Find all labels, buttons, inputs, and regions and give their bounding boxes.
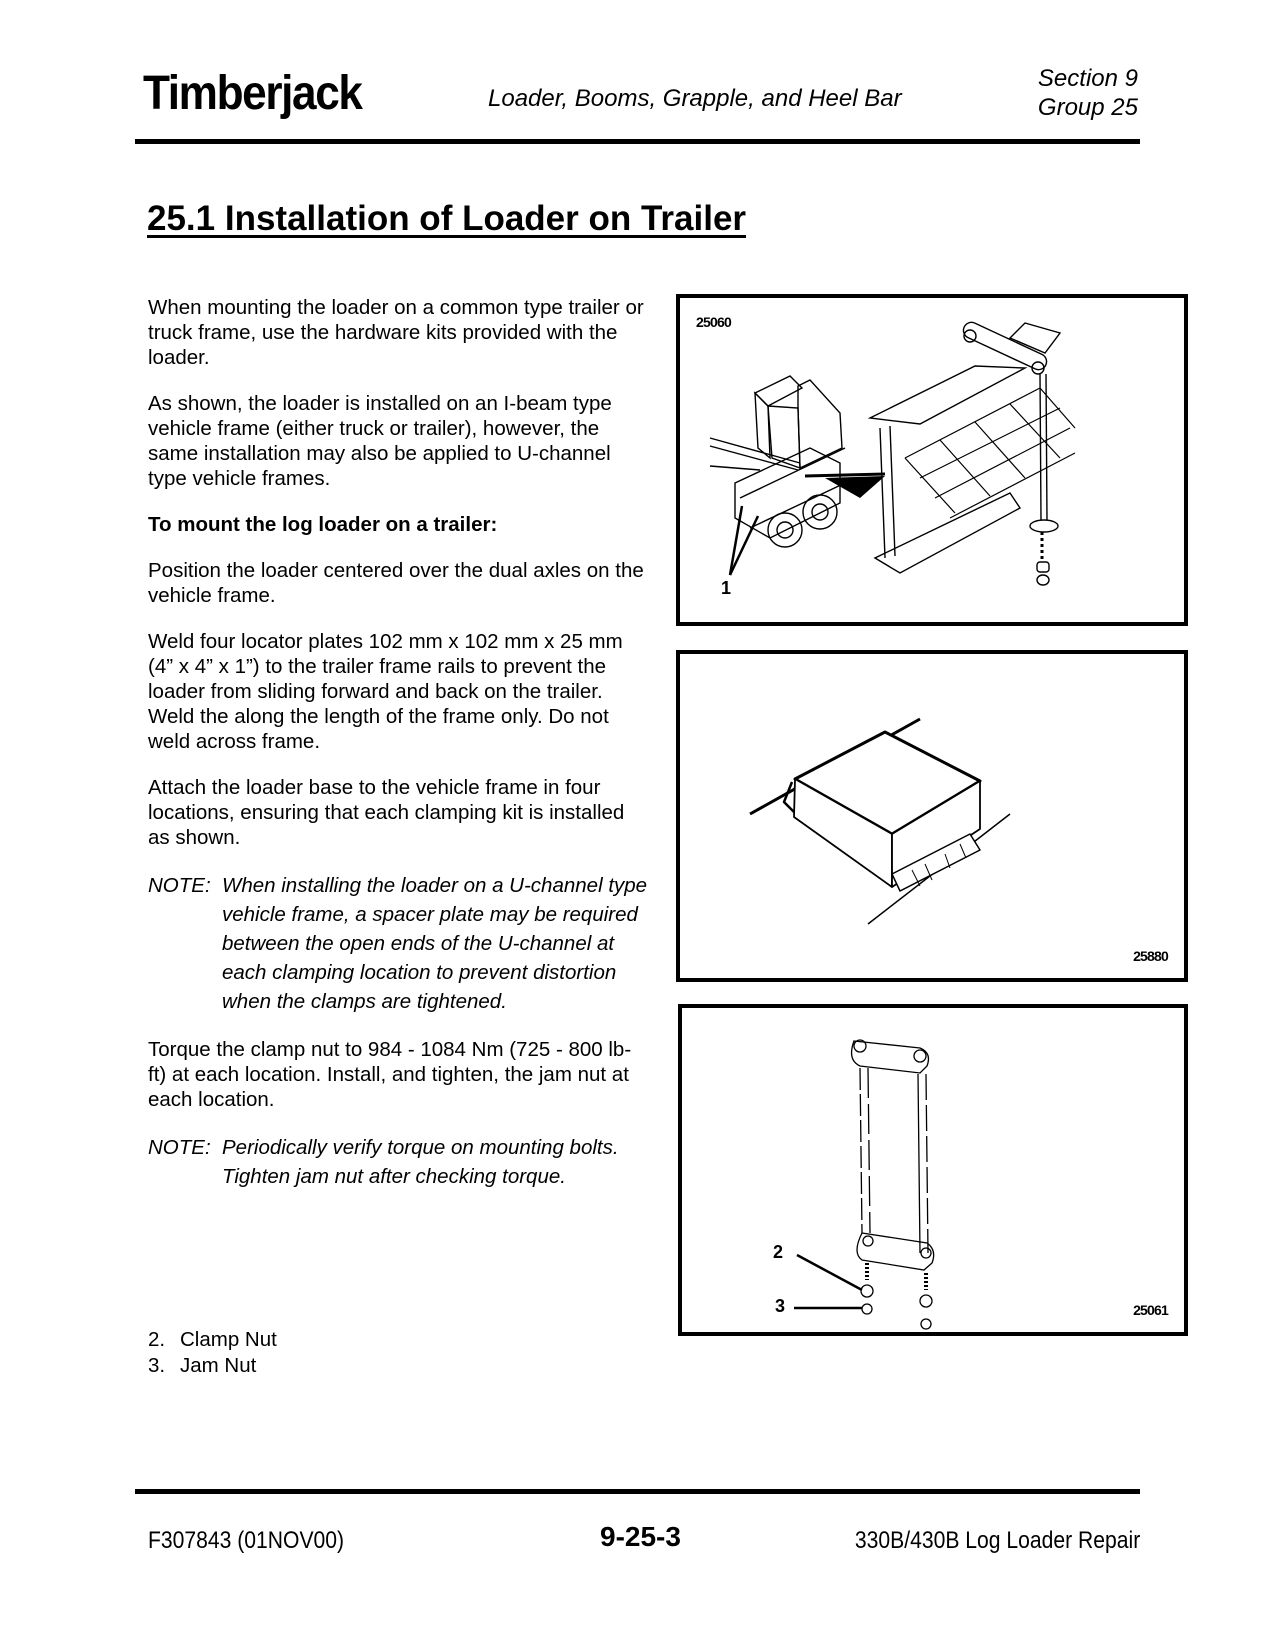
- paragraph: Torque the clamp nut to 984 - 1084 Nm (725 - 800 lb-ft) at each location. Install, and tighten, the jam nut at each location.: [148, 1038, 632, 1111]
- figure-clamping-kit: [678, 1004, 1188, 1336]
- document-number: F307843 (01NOV00): [148, 1527, 345, 1554]
- header-rule: [135, 139, 1140, 144]
- manual-title: 330B/430B Log Loader Repair: [854, 1527, 1140, 1554]
- callout-3: 3: [775, 1296, 786, 1316]
- paragraph: As shown, the loader is installed on an I-beam type vehicle frame (either truck or trailer), however, the same installation may also be applied to U-channel type vehicle frames.: [148, 392, 612, 490]
- procedure-heading: To mount the log loader on a trailer:: [148, 513, 498, 536]
- loader-trailer-illustration: [680, 298, 1184, 622]
- legend-number: 2.: [148, 1328, 166, 1351]
- callout-1: 1: [721, 578, 732, 598]
- section-label: Section 9: [1037, 65, 1138, 92]
- note-text: Periodically verify torque on mounting bolts. Tighten jam nut after checking torque.: [222, 1136, 619, 1188]
- paragraph: Weld four locator plates 102 mm x 102 mm x 25 mm (4” x 4” x 1”) to the trailer frame rails to prevent the loader from sliding forward and back on the trailer. Weld the along the length of the frame only. Do not weld across frame.: [148, 630, 623, 753]
- section-group: [1038, 64, 1138, 122]
- figure-id: 25880: [1133, 948, 1168, 964]
- legend-item: [148, 1353, 277, 1379]
- legend-label: Clamp Nut: [180, 1328, 277, 1351]
- callout-2: 2: [773, 1242, 784, 1262]
- legend-number: 3.: [148, 1354, 166, 1377]
- note-text: When installing the loader on a U-channel type vehicle frame, a spacer plate may be required between the open ends of the U-channel at each clamping location to prevent distortion when the clamps are tightened.: [222, 874, 648, 1013]
- paragraph: Position the loader centered over the dual axles on the vehicle frame.: [148, 559, 644, 607]
- figure-locator-plate: [676, 650, 1188, 982]
- page-title: 25.1 Installation of Loader on Trailer: [147, 199, 747, 238]
- group-label: Group 25: [1037, 94, 1138, 121]
- chapter-title: Loader, Booms, Grapple, and Heel Bar: [488, 85, 902, 112]
- brand-logo: Timberjack: [143, 67, 362, 120]
- paragraph: When mounting the loader on a common type trailer or truck frame, use the hardware kits provided with the loader.: [148, 296, 644, 369]
- footer-rule: [135, 1489, 1140, 1494]
- locator-plate-illustration: [680, 654, 1184, 978]
- figure-loader-on-trailer: [676, 294, 1188, 626]
- clamping-kit-illustration: [682, 1008, 1184, 1332]
- figure-id: 25060: [696, 314, 731, 330]
- note-label: NOTE:: [148, 1136, 211, 1159]
- body-text: [148, 295, 648, 1212]
- note-block: [148, 1133, 648, 1191]
- note-label: NOTE:: [148, 874, 211, 897]
- parts-legend: [148, 1327, 277, 1379]
- paragraph: Attach the loader base to the vehicle frame in four locations, ensuring that each clamping kit is installed as shown.: [148, 776, 625, 849]
- legend-item: [148, 1327, 277, 1353]
- note-block: [148, 871, 648, 1016]
- page-number: 9-25-3: [600, 1521, 681, 1552]
- legend-label: Jam Nut: [180, 1354, 257, 1377]
- figure-id: 25061: [1133, 1302, 1168, 1318]
